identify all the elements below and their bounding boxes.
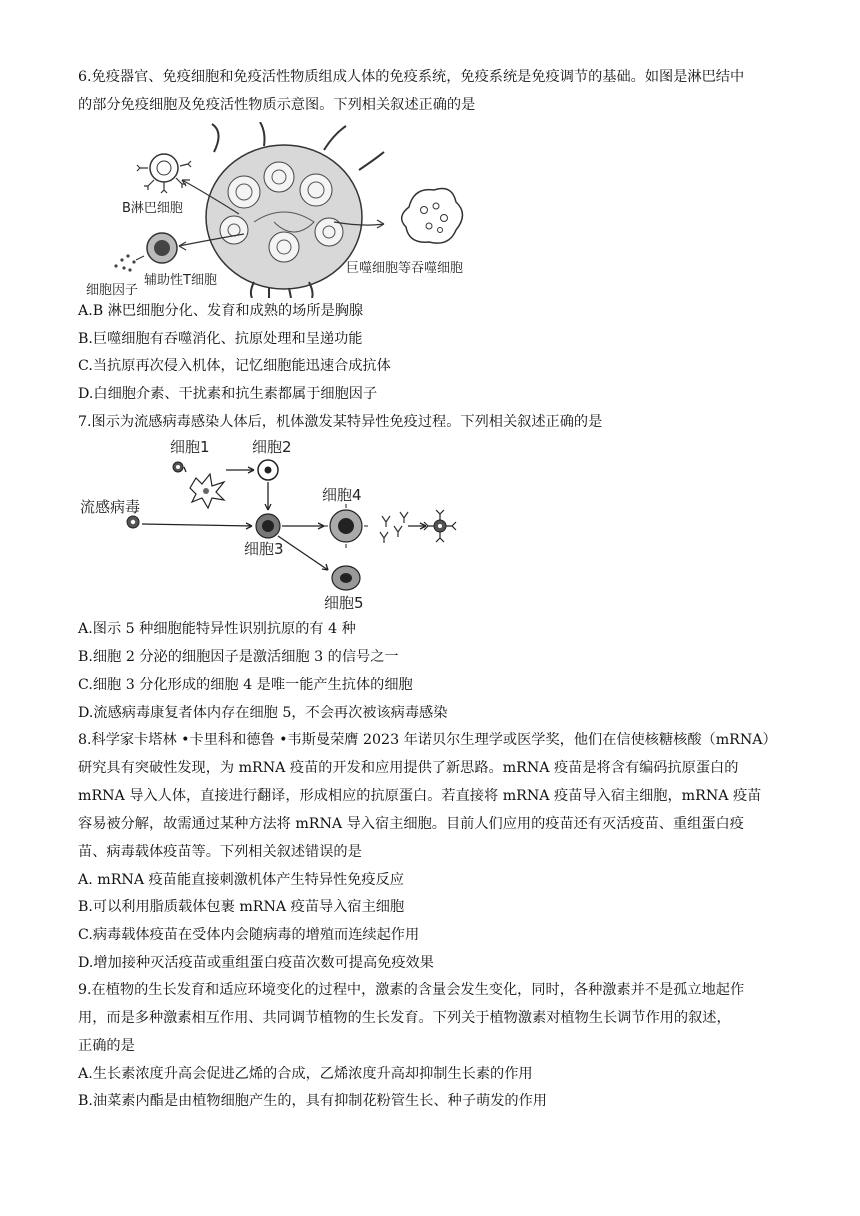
b-cell	[137, 154, 191, 193]
antigen-antibody-complex	[424, 510, 456, 542]
q6-stem-line2: 的部分免疫细胞及免疫活性物质示意图。下列相关叙述正确的是	[78, 97, 476, 113]
virus-small-icon	[173, 462, 183, 472]
q8-option-a: A. mRNA 疫苗能直接刺激机体产生特异性免疫反应	[78, 872, 404, 888]
q9-stem-line3: 正确的是	[78, 1038, 135, 1054]
q8-stem-line3: mRNA 导入人体，直接进行翻译，形成相应的抗原蛋白。若直接将 mRNA 疫苗导入宿主细胞，mRNA 疫苗	[78, 788, 762, 804]
cell2-label: 细胞2	[252, 438, 292, 456]
cell1-nucleus	[203, 488, 209, 494]
q9-option-a: A.生长素浓度升高会促进乙烯的合成，乙烯浓度升高却抑制生长素的作用	[78, 1066, 533, 1082]
q6-option-b: B.巨噬细胞有吞噬消化、抗原处理和呈递功能	[78, 331, 363, 347]
q8-option-d: D.增加接种灭活疫苗或重组蛋白疫苗次数可提高免疫效果	[78, 955, 434, 971]
cell4-label: 细胞4	[322, 486, 362, 504]
cell4-plasma	[324, 504, 368, 548]
macrophage-label: 巨噬细胞等吞噬细胞	[346, 261, 464, 276]
lymph-node-figure	[84, 122, 484, 298]
q9-option-b: B.油菜素内酯是由植物细胞产生的，具有抑制花粉管生长、种子萌发的作用	[78, 1093, 547, 1109]
q8-stem-line2: 研究具有突破性发现，为 mRNA 疫苗的开发和应用提供了新思路。mRNA 疫苗是将含有编码抗原蛋白的	[78, 760, 739, 776]
virus-label: 流感病毒	[80, 498, 141, 516]
helper-t-cell	[147, 233, 177, 263]
q6-option-d: D.白细胞介素、干扰素和抗生素都属于细胞因子	[78, 386, 378, 402]
q7-option-d: D.流感病毒康复者体内存在细胞 5，不会再次被该病毒感染	[78, 705, 448, 721]
q7-stem: 7.图示为流感病毒感染人体后，机体激发某特异性免疫过程。下列相关叙述正确的是	[78, 414, 603, 430]
q9-stem-line1: 9.在植物的生长发育和适应环境变化的过程中，激素的含量会发生变化，同时，各种激素并不是孤立地起作	[78, 982, 745, 998]
q6-option-a: A.B 淋巴细胞分化、发育和成熟的场所是胸腺	[78, 303, 364, 319]
cytokine-dots	[114, 254, 135, 271]
q8-stem-line4: 容易被分解，故需通过某种方法将 mRNA 导入宿主细胞。目前人们应用的疫苗还有灭活疫苗、重组蛋白疫	[78, 816, 744, 832]
cell3-label: 细胞3	[244, 540, 284, 558]
q9-stem-line2: 用，而是多种激素相互作用、共同调节植物的生长发育。下列关于植物激素对植物生长调节作用的叙述，	[78, 1010, 731, 1026]
virus-icon	[127, 516, 139, 528]
influenza-immunity-figure	[78, 436, 468, 612]
q6-option-c: C.当抗原再次侵入机体，记忆细胞能迅速合成抗体	[78, 358, 391, 374]
q8-option-b: B.可以利用脂质载体包裹 mRNA 疫苗导入宿主细胞	[78, 899, 405, 915]
q8-stem-line1: 8.科学家卡塔林 •卡里科和德鲁 •韦斯曼荣膺 2023 年诺贝尔生理学或医学奖，他们在信使核糖核酸（mRNA）	[78, 732, 777, 748]
q7-option-a: A.图示 5 种细胞能特异性识别抗原的有 4 种	[78, 621, 356, 637]
q8-stem-line5: 苗、病毒载体疫苗等。下列相关叙述错误的是	[78, 844, 362, 860]
cell2	[258, 460, 278, 480]
cell3	[256, 514, 280, 538]
helper-t-label: 辅助性T细胞	[144, 273, 217, 288]
cell5-label: 细胞5	[324, 594, 364, 612]
q7-option-b: B.细胞 2 分泌的细胞因子是激活细胞 3 的信号之一	[78, 649, 399, 665]
q7-option-c: C.细胞 3 分化形成的细胞 4 是唯一能产生抗体的细胞	[78, 677, 413, 693]
cell5-memory	[332, 566, 360, 590]
cytokine-label: 细胞因子	[86, 283, 139, 298]
macrophage	[402, 189, 463, 244]
antibody-icons	[380, 512, 408, 543]
q6-stem-line1: 6.免疫器官、免疫细胞和免疫活性物质组成人体的免疫系统，免疫系统是免疫调节的基础。如图是淋巴结中	[78, 69, 745, 85]
b-cell-label: B淋巴细胞	[122, 201, 183, 216]
q8-option-c: C.病毒载体疫苗在受体内会随病毒的增殖而连续起作用	[78, 927, 420, 943]
cell1-label: 细胞1	[170, 438, 210, 456]
cytokine-arrow	[136, 256, 144, 260]
